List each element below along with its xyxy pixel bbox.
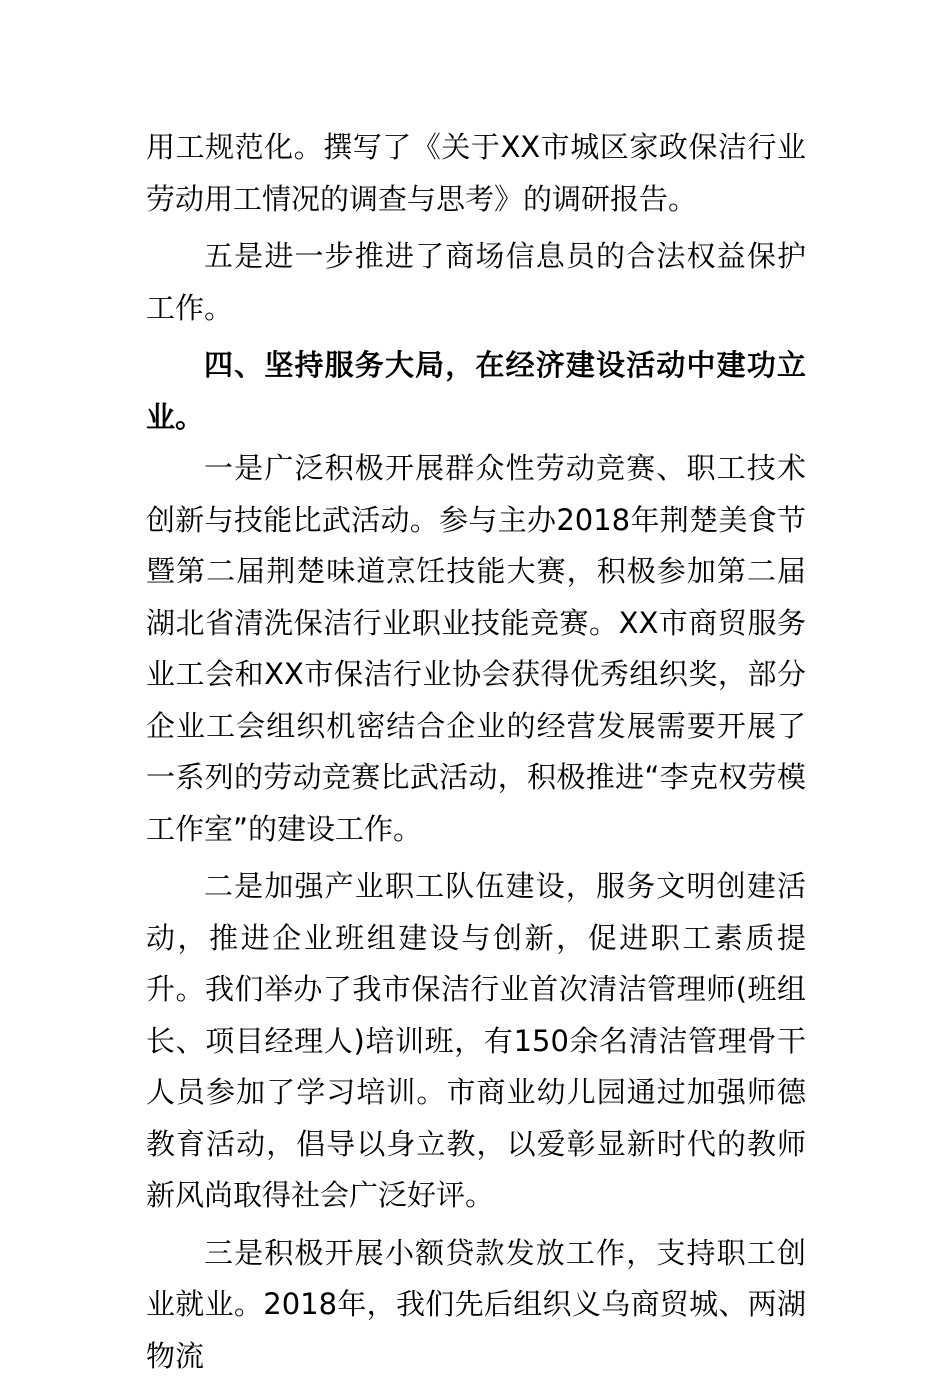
- paragraph-item-two: 二是加强产业职工队伍建设，服务文明创建活动，推进企业班组建设与创新，促进职工素质提升。我们举办了我市保洁行业首次清洁管理师(班组长、项目经理人)培训班，有150余名清洁管理骨干人员参加了学习培训。市商业幼儿园通过加强师德教育活动，倡导以身立教，以爱彰显新时代的教师新风尚取得社会广泛好评。: [146, 861, 806, 1222]
- section-heading-four: 四、坚持服务大局，在经济建设活动中建功立业。: [146, 340, 806, 443]
- paragraph-item-one: 一是广泛积极开展群众性劳动竞赛、职工技术创新与技能比武活动。参与主办2018年荆楚美食节暨第二届荆楚味道烹饪技能大赛，积极参加第二届湖北省清洗保洁行业职业技能竞赛。XX市商贸服务业工会和XX市保洁行业协会获得优秀组织奖，部分企业工会组织机密结合企业的经营发展需要开展了一系列的劳动竞赛比武活动，积极推进“李克权劳模工作室”的建设工作。: [146, 443, 806, 855]
- document-page: [146, 122, 806, 1382]
- paragraph-continuation: 用工规范化。撰写了《关于XX市城区家政保洁行业劳动用工情况的调查与思考》的调研报告。: [146, 122, 806, 225]
- paragraph-item-five: 五是进一步推进了商场信息员的合法权益保护工作。: [146, 231, 806, 334]
- paragraph-item-three: 三是积极开展小额贷款发放工作，支持职工创业就业。2018年，我们先后组织义乌商贸城、两湖物流: [146, 1228, 806, 1382]
